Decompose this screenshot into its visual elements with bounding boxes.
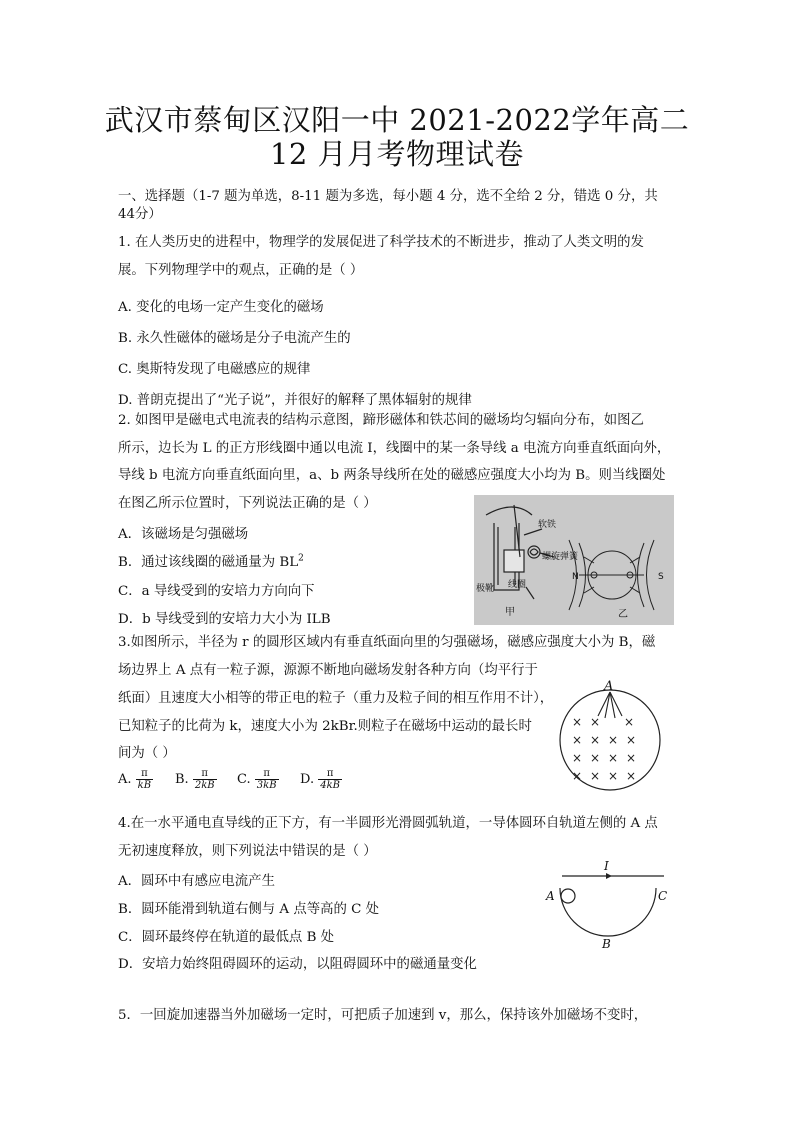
svg-text:×: ×	[624, 715, 635, 729]
question-4-option-a: A．圆环中有感应电流产生	[118, 874, 275, 889]
fraction	[136, 768, 153, 791]
page-title: 武汉市蔡甸区汉阳一中 2021-2022学年高二	[104, 103, 690, 137]
question-3-stem-cont1: 场边界上 A 点有一粒子源，源源不断地向磁场发射各种方向（均平行于	[118, 663, 538, 678]
question-3-stem-cont4: 间为（ ）	[118, 746, 176, 761]
superscript: 2	[298, 553, 304, 564]
label-fig-jia: 甲	[505, 607, 515, 618]
numerator: π	[318, 768, 342, 780]
question-1-option-c: C. 奥斯特发现了电磁感应的规律	[118, 362, 311, 377]
label-coil: 线圈	[508, 580, 527, 590]
fraction	[318, 768, 342, 791]
label-s: S	[658, 572, 664, 582]
question-2-stem-cont3: 在图乙所示位置时，下列说法正确的是（ ）	[118, 496, 377, 511]
galvanometer-figure	[474, 495, 674, 625]
question-4-option-d: D．安培力始终阻碍圆环的运动，以阻碍圆环中的磁通量变化	[118, 957, 477, 972]
question-2-stem-cont1: 所示，边长为 L 的正方形线圈中通以电流 I，线圈中的某一条导线 a 电流方向垂直纸面向外，	[118, 441, 671, 456]
question-3-stem: 3.如图所示，半径为 r 的圆形区域内有垂直纸面向里的匀强磁场，磁感应强度大小为 B，磁	[118, 635, 656, 650]
svg-text:×: ×	[590, 715, 601, 729]
svg-text:×: ×	[572, 715, 583, 729]
question-1-option-b: B. 永久性磁体的磁场是分子电流产生的	[118, 331, 351, 346]
question-3-stem-cont2: 纸面）且速度大小相等的带正电的粒子（重力及粒子间的相互作用不计），	[118, 691, 554, 706]
question-5-stem: 5．一回旋加速器当外加磁场一定时，可把质子加速到 v，那么，保持该外加磁场不变时，	[118, 1008, 648, 1023]
question-2-option-c: C．a 导线受到的安培力方向向下	[118, 584, 315, 599]
question-2-option-b	[118, 551, 304, 570]
current-label: I	[604, 859, 609, 873]
svg-text:×: ×	[608, 769, 619, 783]
denominator: 3kB	[256, 780, 277, 791]
svg-text:×: ×	[572, 733, 583, 747]
svg-text:×: ×	[608, 733, 619, 747]
question-3-option-d	[300, 768, 342, 791]
label-pole-shoe: 极靴	[476, 584, 495, 594]
label-n: N	[572, 572, 579, 582]
denominator: 2kB	[194, 780, 215, 791]
fraction	[255, 768, 279, 791]
svg-text:×: ×	[626, 751, 637, 765]
question-1-stem-cont: 展。下列物理学中的观点，正确的是（ ）	[118, 263, 364, 278]
page-subtitle: 12 月月考物理试卷	[269, 137, 525, 171]
svg-text:×: ×	[590, 733, 601, 747]
question-2-option-d: D．b 导线受到的安培力大小为 ILB	[118, 612, 331, 627]
denominator: 4kB	[320, 780, 341, 791]
fraction	[193, 768, 217, 791]
question-4-option-c: C．圆环最终停在轨道的最低点 B 处	[118, 930, 335, 945]
question-1-stem: 1. 在人类历史的进程中，物理学的发展促进了科学技术的不断进步，推动了人类文明的发	[118, 235, 644, 250]
question-3-stem-cont3: 已知粒子的比荷为 k，速度大小为 2kBr.则粒子在磁场中运动的最长时	[118, 719, 532, 734]
denominator: kB	[137, 780, 152, 791]
numerator: π	[193, 768, 217, 780]
question-3-option-c	[237, 768, 279, 791]
svg-text:×: ×	[626, 769, 637, 783]
svg-text:×: ×	[608, 751, 619, 765]
question-1-option-d: D. 普朗克提出了“光子说”，并很好的解释了黑体辐射的规律	[118, 393, 472, 408]
section-header: 一、选择题（1-7 题为单选，8-11 题为多选，每小题 4 分，选不全给 2 分，错选 0 分，共	[118, 189, 658, 204]
numerator: π	[255, 768, 279, 780]
point-a-label: A	[604, 679, 614, 694]
point-a-label: A	[546, 889, 555, 903]
option-label: A.	[118, 772, 132, 787]
question-2-option-b-text: B．通过该线圈的磁通量为 BL	[118, 555, 299, 570]
question-4-option-b: B．圆环能滑到轨道右侧与 A 点等高的 C 处	[118, 902, 380, 917]
magnetic-field-circle-figure	[552, 676, 668, 796]
point-b-label: B	[602, 937, 611, 950]
svg-text:×: ×	[572, 751, 583, 765]
point-c-label: C	[658, 889, 668, 903]
label-spring: 螺旋弹簧	[542, 552, 579, 562]
question-3-option-a	[118, 768, 153, 791]
option-label: B.	[175, 772, 189, 787]
question-2-option-a: A．该磁场是匀强磁场	[118, 527, 249, 542]
question-2-stem-cont2: 导线 b 电流方向垂直纸面向里，a、b 两条导线所在处的磁感应强度大小均为 B。则当线圈处	[118, 468, 666, 483]
label-fig-yi: 乙	[618, 609, 628, 620]
question-3-option-b	[175, 768, 217, 791]
question-2-stem: 2. 如图甲是磁电式电流表的结构示意图，蹄形磁体和铁芯间的磁场均匀辐向分布，如图乙	[118, 413, 644, 428]
svg-text:×: ×	[626, 733, 637, 747]
label-soft-iron: 软铁	[538, 520, 557, 530]
wire-and-track-figure	[540, 858, 670, 950]
question-4-stem: 4.在一水平通电直导线的正下方，有一半圆形光滑圆弧轨道，一导体圆环自轨道左侧的 A 点	[118, 816, 658, 831]
option-label: C.	[237, 772, 251, 787]
question-1-option-a: A. 变化的电场一定产生变化的磁场	[118, 300, 324, 315]
svg-text:×: ×	[572, 769, 583, 783]
svg-text:×: ×	[590, 751, 601, 765]
numerator: π	[136, 768, 153, 780]
section-header-cont: 44分）	[118, 207, 162, 222]
svg-text:×: ×	[590, 769, 601, 783]
question-4-stem-cont: 无初速度释放，则下列说法中错误的是（ ）	[118, 844, 377, 859]
option-label: D.	[300, 772, 315, 787]
